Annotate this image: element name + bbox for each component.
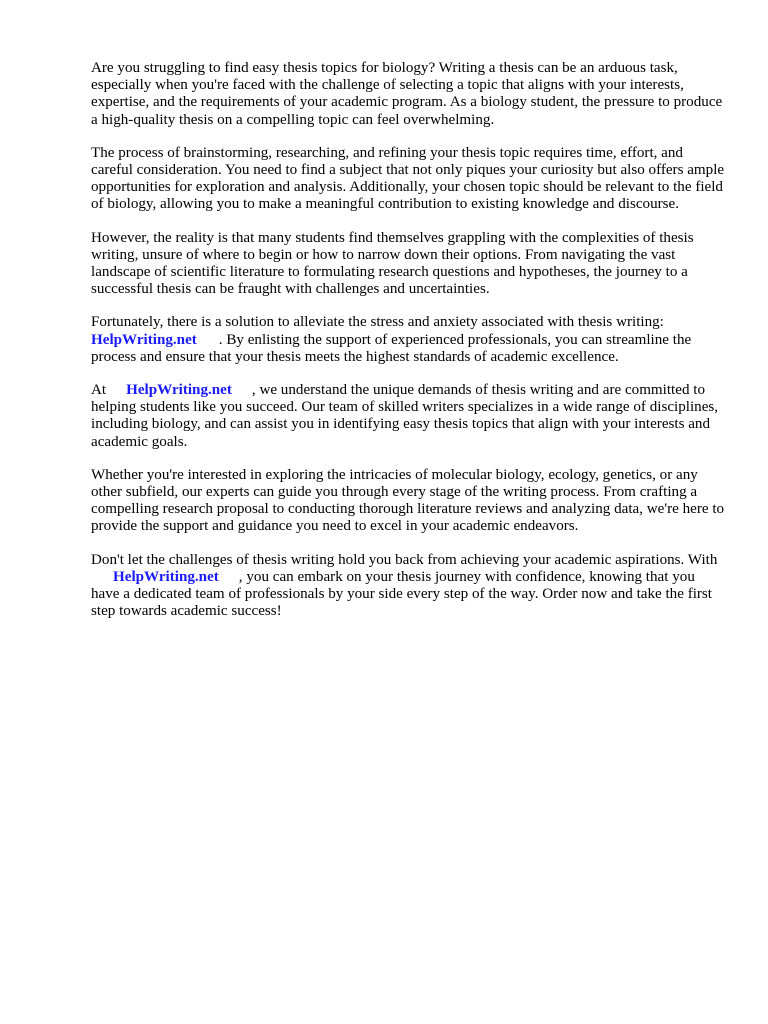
- paragraph-about-lead: At: [91, 382, 107, 399]
- paragraph-subfields: Whether you're interested in exploring the intricacies of molecular biology, ecology, genetics, or any other subfield, our experts can guide you through every stage of the writing process. From crafting a compelling research proposal to conducting thorough literature reviews and analyzing data, we're here to provide the support and guidance you need to excel in your academic endeavors.: [91, 466, 725, 535]
- paragraph-process: The process of brainstorming, researching, and refining your thesis topic requires time, effort, and careful consideration. You need to find a subject that not only piques your curiosity but also offers ample opportunities for exploration and analysis. Additionally, your chosen topic should be relevant to the field of biology, allowing you to make a meaningful contribution to existing knowledge and discourse.: [91, 144, 725, 213]
- paragraph-about-tail: , we understand the unique demands of thesis writing and are committed to helping students like you succeed. Our team of skilled writers specializes in a wide range of disciplines, including biology, and can assist you in identifying easy thesis topics that align with your interests and academic goals.: [91, 382, 719, 450]
- paragraph-solution: [91, 314, 725, 366]
- document-body: [91, 60, 725, 636]
- helpwriting-link-3[interactable]: HelpWriting.net: [113, 568, 219, 585]
- helpwriting-link-1[interactable]: HelpWriting.net: [91, 331, 197, 348]
- paragraph-closing-lead: Don't let the challenges of thesis writing hold you back from achieving your academic aspirations. With: [91, 551, 718, 568]
- paragraph-solution-lead: Fortunately, there is a solution to alleviate the stress and anxiety associated with thesis writing:: [91, 314, 664, 331]
- paragraph-solution-tail: . By enlisting the support of experienced professionals, you can streamline the process and ensure that your thesis meets the highest standards of academic excellence.: [91, 331, 692, 365]
- paragraph-closing: [91, 552, 725, 621]
- paragraph-reality: However, the reality is that many students find themselves grappling with the complexities of thesis writing, unsure of where to begin or how to narrow down their options. From navigating the vast landscape of scientific literature to formulating research questions and hypotheses, the journey to a successful thesis can be fraught with challenges and uncertainties.: [91, 229, 694, 298]
- helpwriting-link-2[interactable]: HelpWriting.net: [126, 382, 232, 399]
- paragraph-closing-tail: , you can embark on your thesis journey with confidence, knowing that you have a dedicated team of professionals by your side every step of the way. Order now and take the first step towards academic success!: [91, 568, 713, 620]
- paragraph-intro: Are you struggling to find easy thesis topics for biology? Writing a thesis can be an arduous task, especially when you're faced with the challenge of selecting a topic that aligns with your interests, expertise, and the requirements of your academic program. As a biology student, the pressure to produce a high-quality thesis on a compelling topic can feel overwhelming.: [91, 60, 723, 128]
- paragraph-about: [91, 382, 725, 451]
